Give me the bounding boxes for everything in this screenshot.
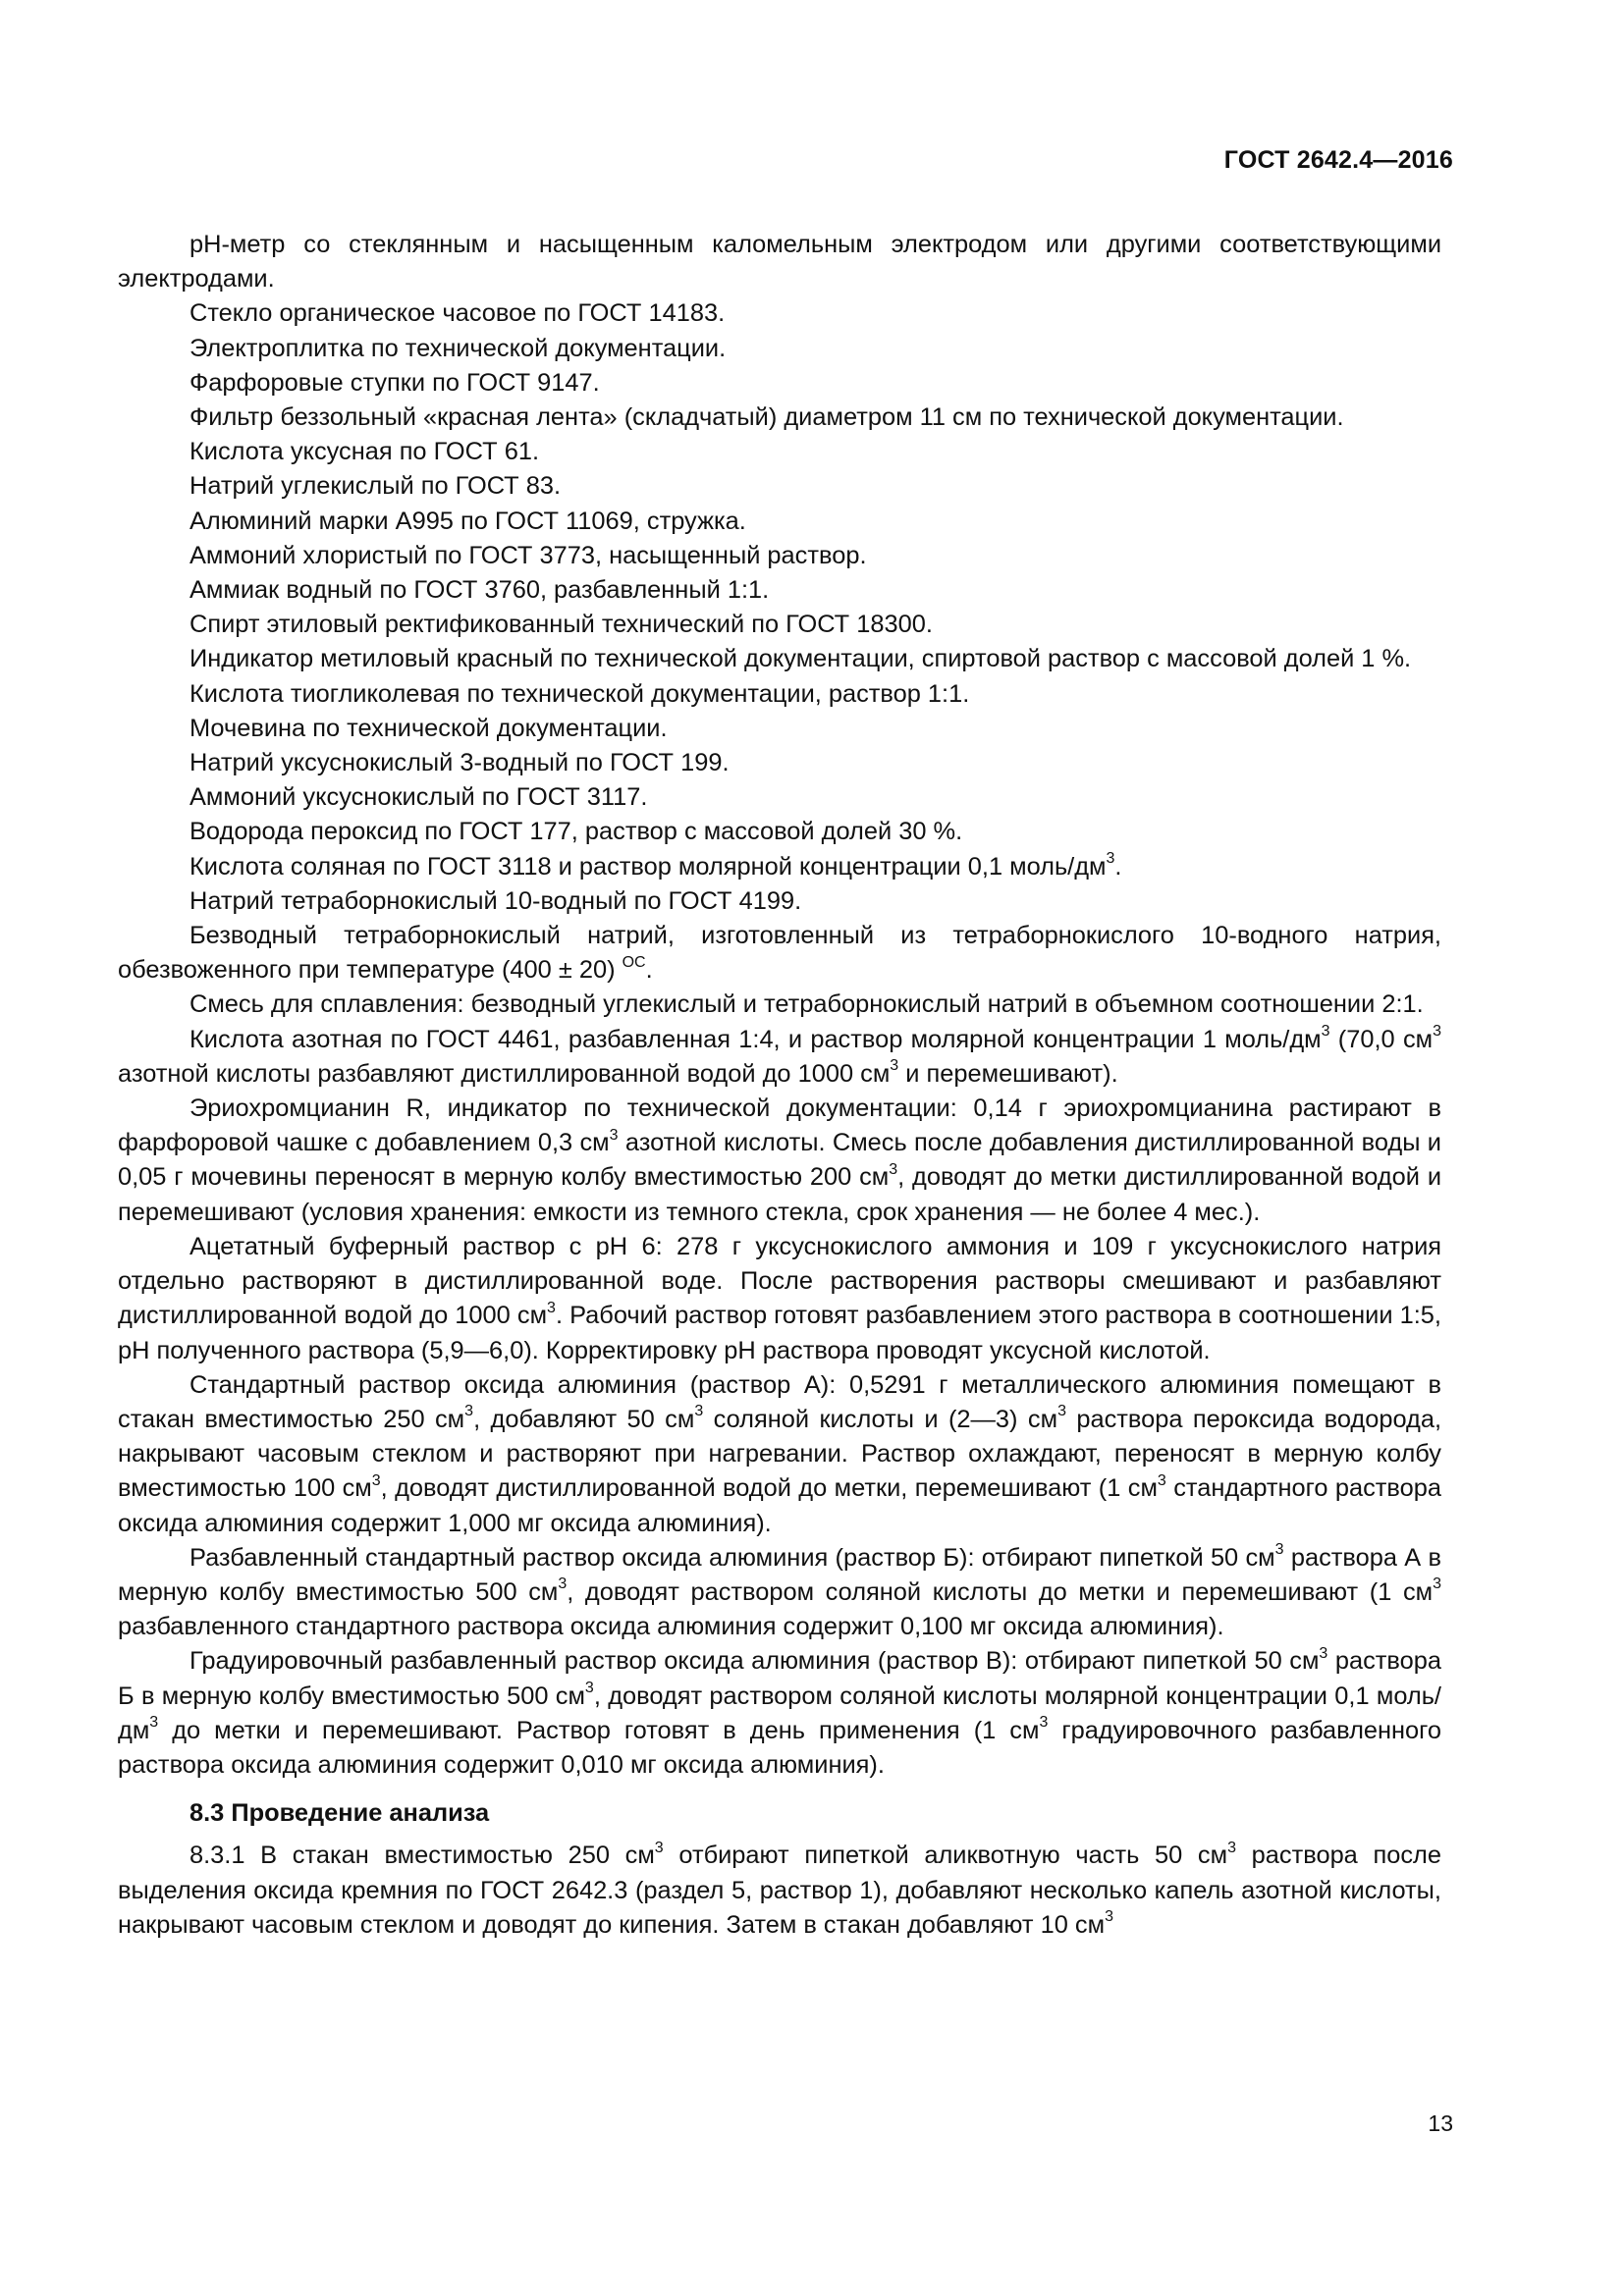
paragraph: Фильтр беззольный «красная лента» (складчатый) диаметром 11 см по технической документации. [189,403,1344,432]
paragraph: Индикатор метиловый красный по технической документации, спиртовой раствор с массовой долей 1 %. [189,645,1412,673]
paragraph: Разбавленный стандартный раствор оксида алюминия (раствор Б): отбирают пипеткой 50 $см^3$ раствора А в мерную колбу вместимостью 500 $см^3$, доводят раствором соляной кислоты до метки и перемешивают (1 $см^3$ разбавленного стандартного раствора оксида алюминия содержит 0,100 мг оксида алюминия). [118,1541,1442,1641]
paragraph: Натрий уксуснокислый 3-водный по ГОСТ 199. [189,749,730,777]
paragraph: Кислота тиогликолевая по технической документации, раствор 1:1. [189,679,970,708]
paragraph: Фарфоровые ступки по ГОСТ 9147. [189,368,600,397]
section-title: 8.3 Проведение анализа [189,1799,490,1828]
paragraph: Кислота уксусная по ГОСТ 61. [189,438,540,466]
page-number: 13 [1428,2110,1453,2136]
paragraph: Натрий углекислый по ГОСТ 83. [189,472,562,501]
materials-list [118,228,1441,1783]
paragraph: Градуировочный разбавленный раствор оксида алюминия (раствор В): отбирают пипеткой 50 $см^3$ раствора Б в мерную колбу вместимостью 500 $см^3$, доводят раствором соляной кислоты молярной концентрации 0,1 моль/$дм^3$ до метки и перемешивают. Раствор готовят в день применения (1 $см^3$ градуировочного разбавленного раствора оксида алюминия содержит 0,010 мг оксида алюминия). [118,1644,1441,1779]
paragraph: Электроплитка по технической документации. [189,334,727,362]
paragraph: Мочевина по технической документации. [189,714,668,742]
paragraph: Стекло органическое часовое по ГОСТ 14183. [189,299,726,328]
paragraph: Кислота азотная по ГОСТ 4461, разбавленная 1:4, и раствор молярной концентрации 1 моль/$дм^3$ (70,0 $см^3$ азотной кислоты разбавляют дистиллированной водой до 1000 $см^3$ и перемешивают). [118,1023,1441,1088]
paragraph: Смесь для сплавления: безводный углекислый и тетраборнокислый натрий в объемном соотношении 2:1. [189,990,1424,1019]
paragraph: Натрий тетраборнокислый 10-водный по ГОСТ 4199. [189,886,802,915]
paragraph: Ацетатный буферный раствор с рН 6: 278 г уксуснокислого аммония и 109 г уксуснокислого натрия отдельно растворяют в дистиллированной воде. После растворения растворы смешивают и разбавляют дистиллированной водой до 1000 $см^3$. Рабочий раствор готовят разбавлением этого раствора в соотношении 1:5, рН полученного раствора (5,9—6,0). Корректировку рН раствора проводят уксусной кислотой. [118,1232,1441,1364]
document-body [118,228,1441,1943]
paragraph: 8.3.1 В стакан вместимостью 250 $см^3$ отбирают пипеткой аликвотную часть 50 $см^3$ раствора после выделения оксида кремния по ГОСТ 2642.3 (раздел 5, раствор 1), добавляют несколько капель азотной кислоты, накрывают часовым стеклом и доводят до кипения. Затем в стакан добавляют 10 $см^3$ [118,1839,1441,1939]
paragraph: Водорода пероксид по ГОСТ 177, раствор с массовой долей 30 %. [189,818,963,846]
paragraph: Аммоний уксуснокислый по ГОСТ 3117. [189,783,648,812]
paragraph: Аммиак водный по ГОСТ 3760, разбавленный 1:1. [189,576,770,605]
paragraph: Стандартный раствор оксида алюминия (раствор А): 0,5291 г металлического алюминия помещают в стакан вместимостью 250 $см^3$, добавляют 50 $см^3$ соляной кислоты и (2—3) $см^3$ раствора пероксида водорода, накрывают часовым стеклом и растворяют при нагревании. Раствор охлаждают, переносят в мерную колбу вместимостью 100 $см^3$, доводят дистиллированной водой до метки, перемешивают (1 $см^3$ стандартного раствора оксида алюминия содержит 1,000 мг оксида алюминия). [118,1370,1441,1537]
standard-header: ГОСТ 2642.4—2016 [1223,146,1453,174]
paragraph: Аммоний хлористый по ГОСТ 3773, насыщенный раствор. [189,541,867,569]
paragraph: Спирт этиловый ректификованный технический по ГОСТ 18300. [189,611,933,639]
paragraph: pH-метр со стеклянным и насыщенным каломельным электродом или другими соответствующими электродами. [118,231,1441,294]
section-content [118,1839,1441,1943]
paragraph: Алюминий марки А995 по ГОСТ 11069, стружка. [189,507,746,535]
paragraph: Кислота соляная по ГОСТ 3118 и раствор молярной концентрации 0,1 моль/$дм^3$. [189,850,1122,881]
paragraph: Безводный тетраборнокислый натрий, изготовленный из тетраборнокислого 10-водного натрия, обезвоженного при температуре (400 ± 20) $^{ОС}$. [118,922,1441,985]
paragraph: Эриохромцианин R, индикатор по технической документации: 0,14 г эриохромцианина растирают в фарфоровой чашке с добавлением 0,3 $см^3$ азотной кислоты. Смесь после добавления дистиллированной воды и 0,05 г мочевины переносят в мерную колбу вместимостью 200 $см^3$, доводят до метки дистиллированной водой и перемешивают (условия хранения: емкости из темного стекла, срок хранения — не более 4 мес.). [118,1095,1442,1226]
